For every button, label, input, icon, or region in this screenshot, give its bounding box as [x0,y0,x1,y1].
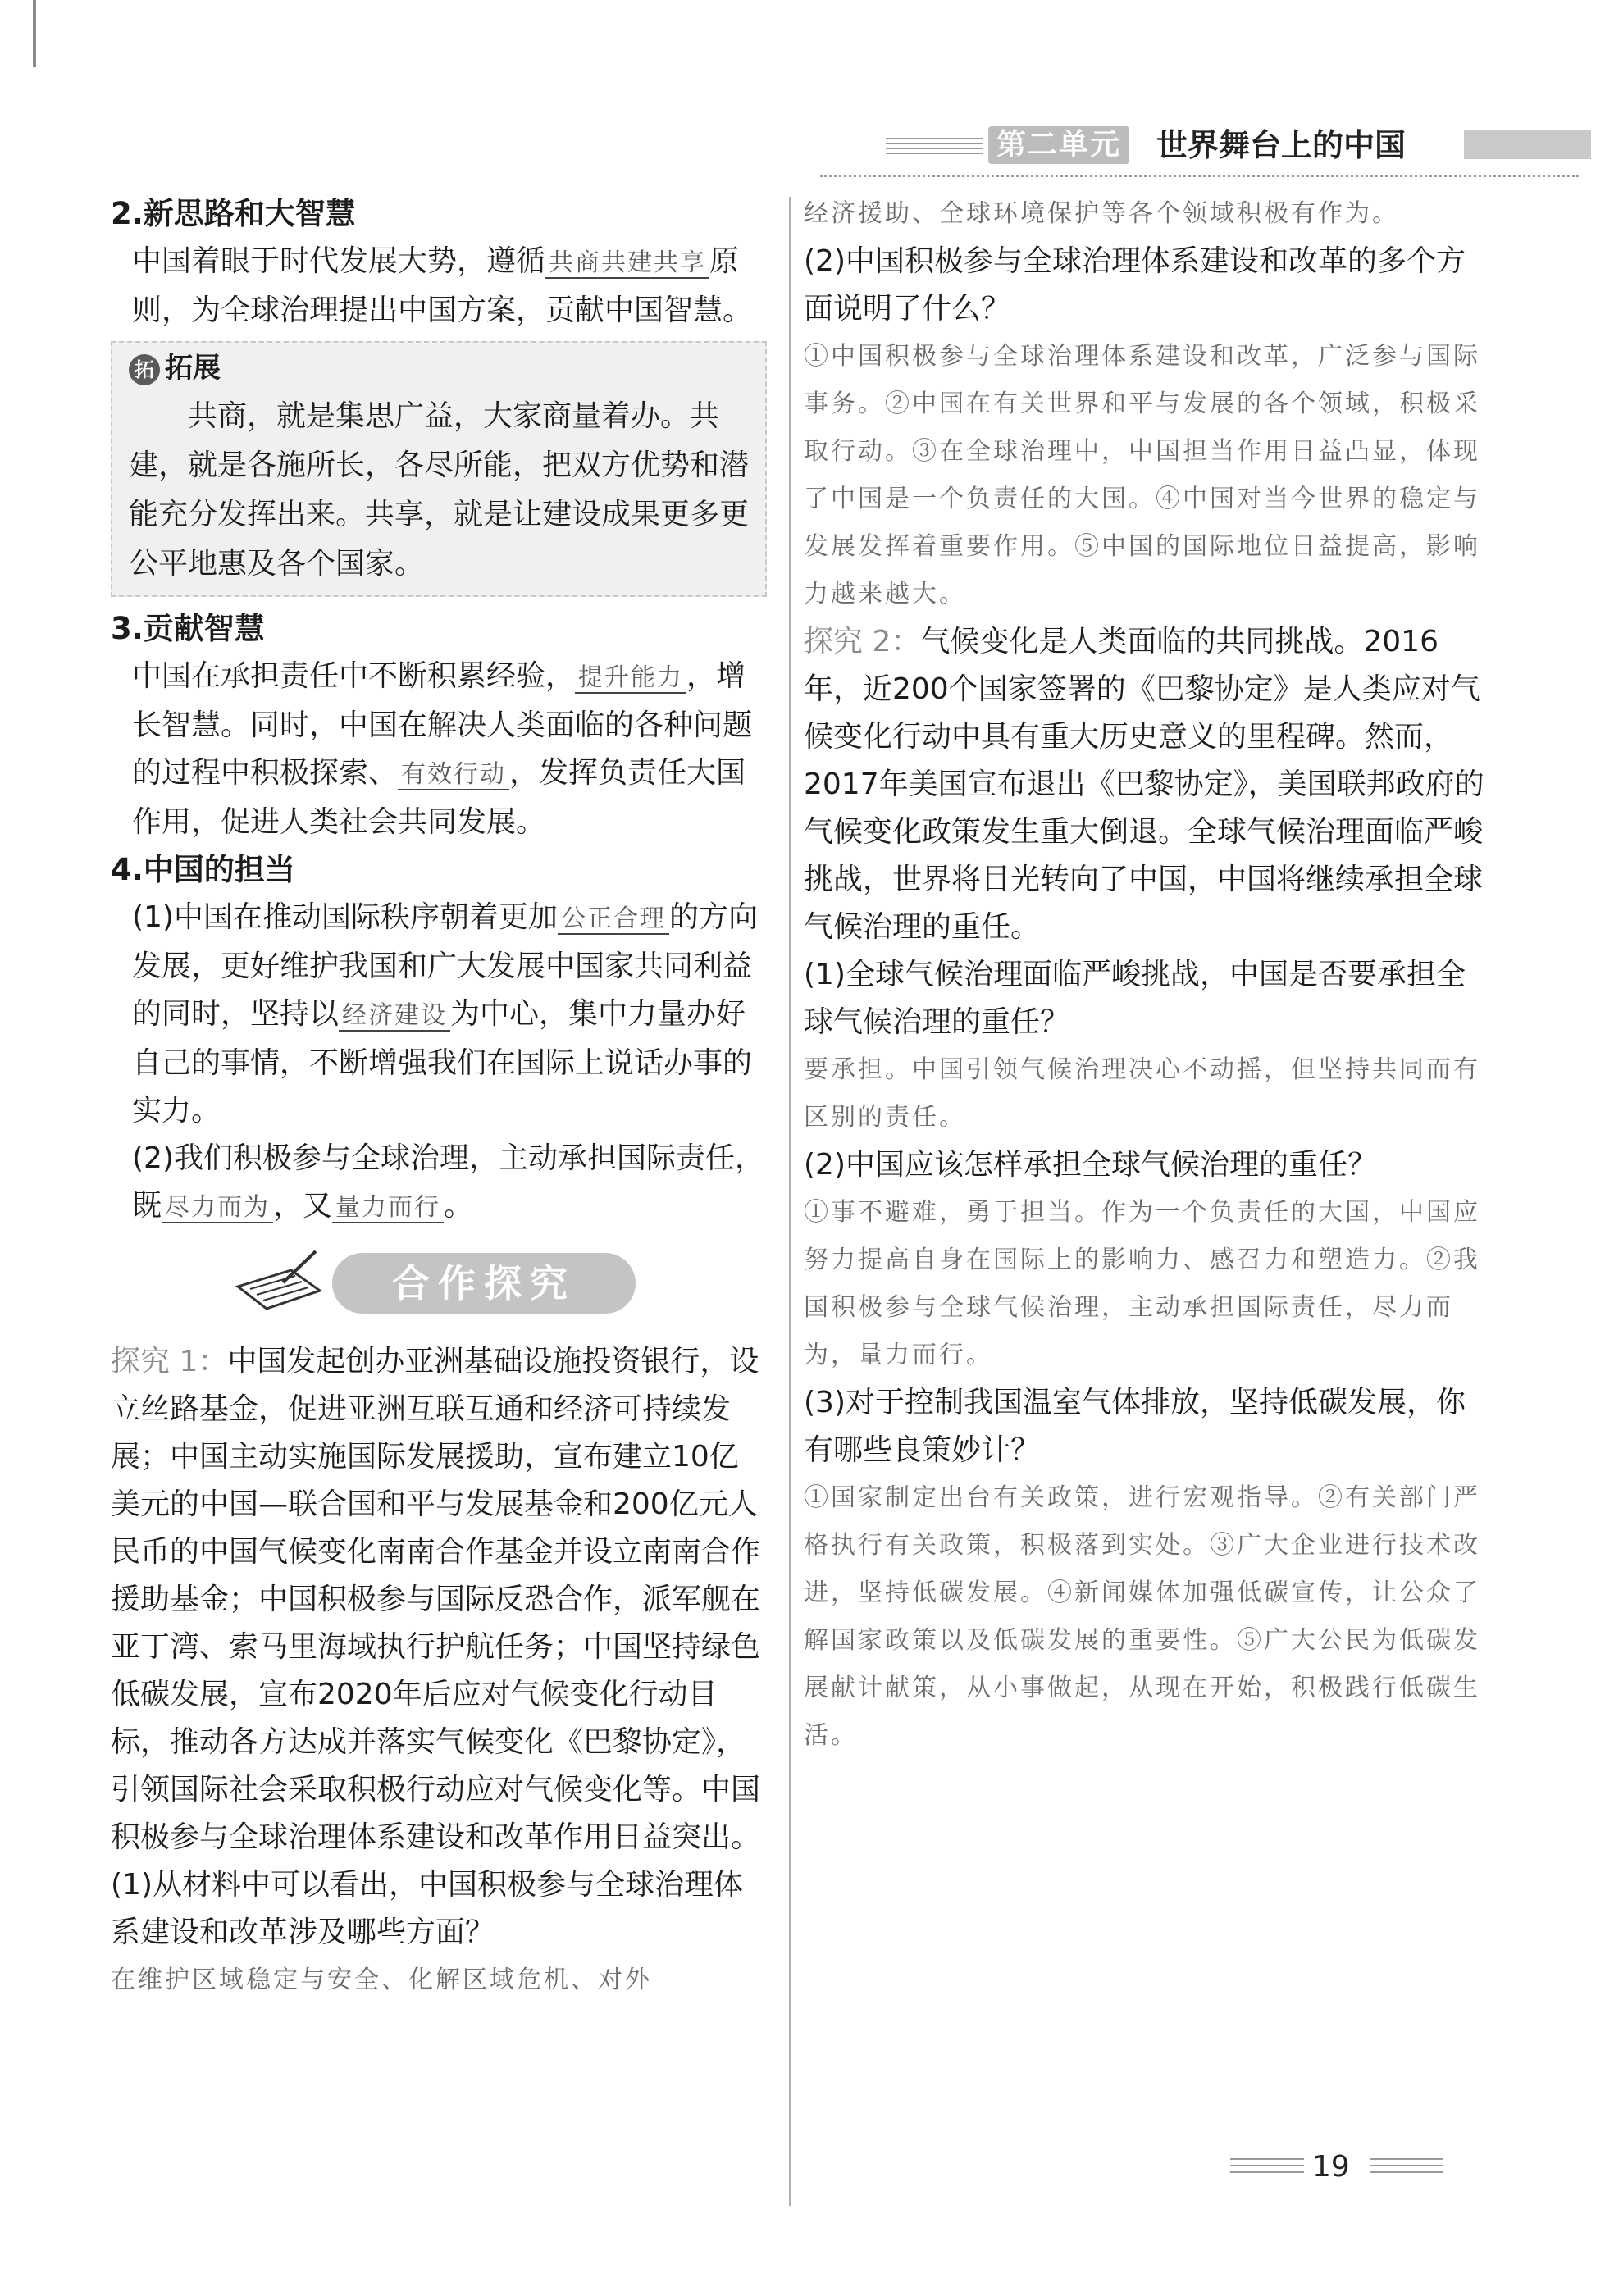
header-decor-lines [886,138,983,156]
answer-1-end: 经济援助、全球环境保护等各个领域积极有作为。 [804,199,1399,228]
footer-decor-lines-left [1230,2158,1304,2176]
page-header [886,123,1579,169]
column-divider [789,197,791,2206]
question-5: (3)对于控制我国温室气体排放，坚持低碳发展，你有哪些良策妙计？ [804,1386,1466,1467]
cooperation-title: 合作探究 [332,1253,636,1314]
fill-blank-answer: 尽力而为 [162,1193,273,1223]
header-divider [820,175,1579,177]
page-footer [1230,2148,1452,2189]
text: 的方向发展，更好维护我国和广大发展中国家共同利益的同时，坚持以 [132,900,759,1031]
fill-blank-answer: 量力而行 [332,1193,444,1223]
header-decor-bar [1464,130,1591,159]
section-4-body-1 [111,894,767,1135]
explore-1-text: 中国发起创办亚洲基础设施投资银行，设立丝路基金，促进亚洲互联互通和经济可持续发展；中国主动实施国际发展援助，宣布建立10亿美元的中国—联合国和平与发展基金和200亿元人民币的中国气候变化南南合作基金并设立南南合作援助基金；中国积极参与国际反恐合作，派军舰在亚丁湾、索马里海域执行护航任务；中国坚持绿色低碳发展，宣布2020年后应对气候变化行动目标，推动各方达成并落实气候变化《巴黎协定》，引领国际社会采取积极行动应对气候变化等。中国积极参与全球治理体系建设和改革作用日益突出。 [111,1345,761,1854]
fill-blank-answer: 经济建设 [339,1001,450,1032]
expand-icon: 拓 [129,354,160,385]
answer-1-start: 在维护区域稳定与安全、化解区域危机、对外 [111,1966,652,1994]
text: 为中心，集中力量办好自己的事情，不断增强我们在国际上说话办事的实力。 [132,997,753,1128]
section-2-body [111,238,767,335]
text: 原则，为全球治理提出中国方案，贡献中国智慧。 [132,244,753,327]
text: 中国在承担责任中不断积累经验， [132,659,576,693]
left-column [111,190,767,2004]
question-4: (2)中国应该怎样承担全球气候治理的重任？ [804,1148,1377,1182]
expand-label-text: 拓展 [165,352,221,385]
answer-4: ①事不避难，勇于担当。作为一个负责任的大国，中国应努力提高自身在国际上的影响力、感召力和塑造力。②我国积极参与全球气候治理，主动承担国际责任，尽力而为，量力而行。 [804,1198,1480,1369]
section-3-title: 3.贡献智慧 [111,611,265,646]
section-2-title: 2.新思路和大智慧 [111,196,356,231]
expand-label [129,344,749,392]
page-edge-mark [33,0,36,67]
question-3: (1)全球气候治理面临严峻挑战，中国是否要承担全球气候治理的重任？ [804,958,1466,1039]
text: ，增长智慧。同时，中国在解决人类面临的各种问题的过程中积极探索、 [132,659,753,790]
page-number: 19 [1312,2150,1350,2184]
notebook-pen-icon [234,1250,324,1315]
unit-badge: 第二单元 [988,126,1129,164]
section-3-body [111,653,767,846]
explore-2-text: 气候变化是人类面临的共同挑战。2016年，近200个国家签署的《巴黎协定》是人类应对气候变化行动中具有重大历史意义的里程碑。然而，2017年美国宣布退出《巴黎协定》，美国联邦政府的气候变化政策发生重大倒退。全球气候治理面临严峻挑战，世界将目光转向了中国，中国将继续承担全球气候治理的重任。 [804,625,1484,944]
unit-title: 世界舞台上的中国 [1156,127,1407,163]
text: ，发挥负责任大国作用，促进人类社会共同发展。 [132,756,746,839]
explore-2 [804,618,1484,951]
section-4-body-2 [111,1135,767,1232]
section-4-title: 4.中国的担当 [111,852,295,887]
footer-decor-lines-right [1370,2158,1443,2176]
text: 。 [444,1189,474,1223]
explore-1 [111,1338,767,1861]
fill-blank-answer: 共商共建共享 [545,248,709,279]
answer-2: ①中国积极参与全球治理体系建设和改革，广泛参与国际事务。②中国在有关世界和平与发展的各个领域，积极采取行动。③在全球治理中，中国担当作用日益凸显，体现了中国是一个负责任的大国。④中国对当今世界的稳定与发展发挥着重要作用。⑤中国的国际地位日益提高，影响力越来越大。 [804,342,1480,608]
expand-box [111,341,767,597]
fill-blank-answer: 有效行动 [398,760,509,790]
text: 中国着眼于时代发展大势，遵循 [132,244,546,278]
text: (1)中国在推动国际秩序朝着更加 [132,900,558,934]
answer-3: 要承担。中国引领气候治理决心不动摇，但坚持共同而有区别的责任。 [804,1055,1480,1132]
text: (2)我们积极参与全球治理，主动承担国际责任，既 [132,1141,764,1223]
fill-blank-answer: 提升能力 [575,663,686,694]
expand-text: 共商，就是集思广益，大家商量着办。共建，就是各施所长，各尽所能，把双方优势和潜能充分发挥出来。共享，就是让建设成果更多更公平地惠及各个国家。 [129,399,750,581]
question-2: (2)中国积极参与全球治理体系建设和改革的多个方面说明了什么？ [804,244,1466,326]
question-1: (1)从材料中可以看出，中国积极参与全球治理体系建设和改革涉及哪些方面？ [111,1868,743,1949]
explore-1-label: 探究 1： [111,1345,228,1378]
answer-5: ①国家制定出台有关政策，进行宏观指导。②有关部门严格执行有关政策，积极落到实处。③广大企业进行技术改进，坚持低碳发展。④新闻媒体加强低碳宣传，让公众了解国家政策以及低碳发展的重要性。⑤广大公民为低碳发展献计献策，从小事做起，从现在开始，积极践行低碳生活。 [804,1483,1480,1750]
text: ，又 [273,1189,333,1223]
fill-blank-answer: 公正合理 [558,904,669,935]
explore-2-label: 探究 2： [804,625,921,658]
right-column [804,190,1484,1760]
cooperation-banner [111,1241,767,1332]
